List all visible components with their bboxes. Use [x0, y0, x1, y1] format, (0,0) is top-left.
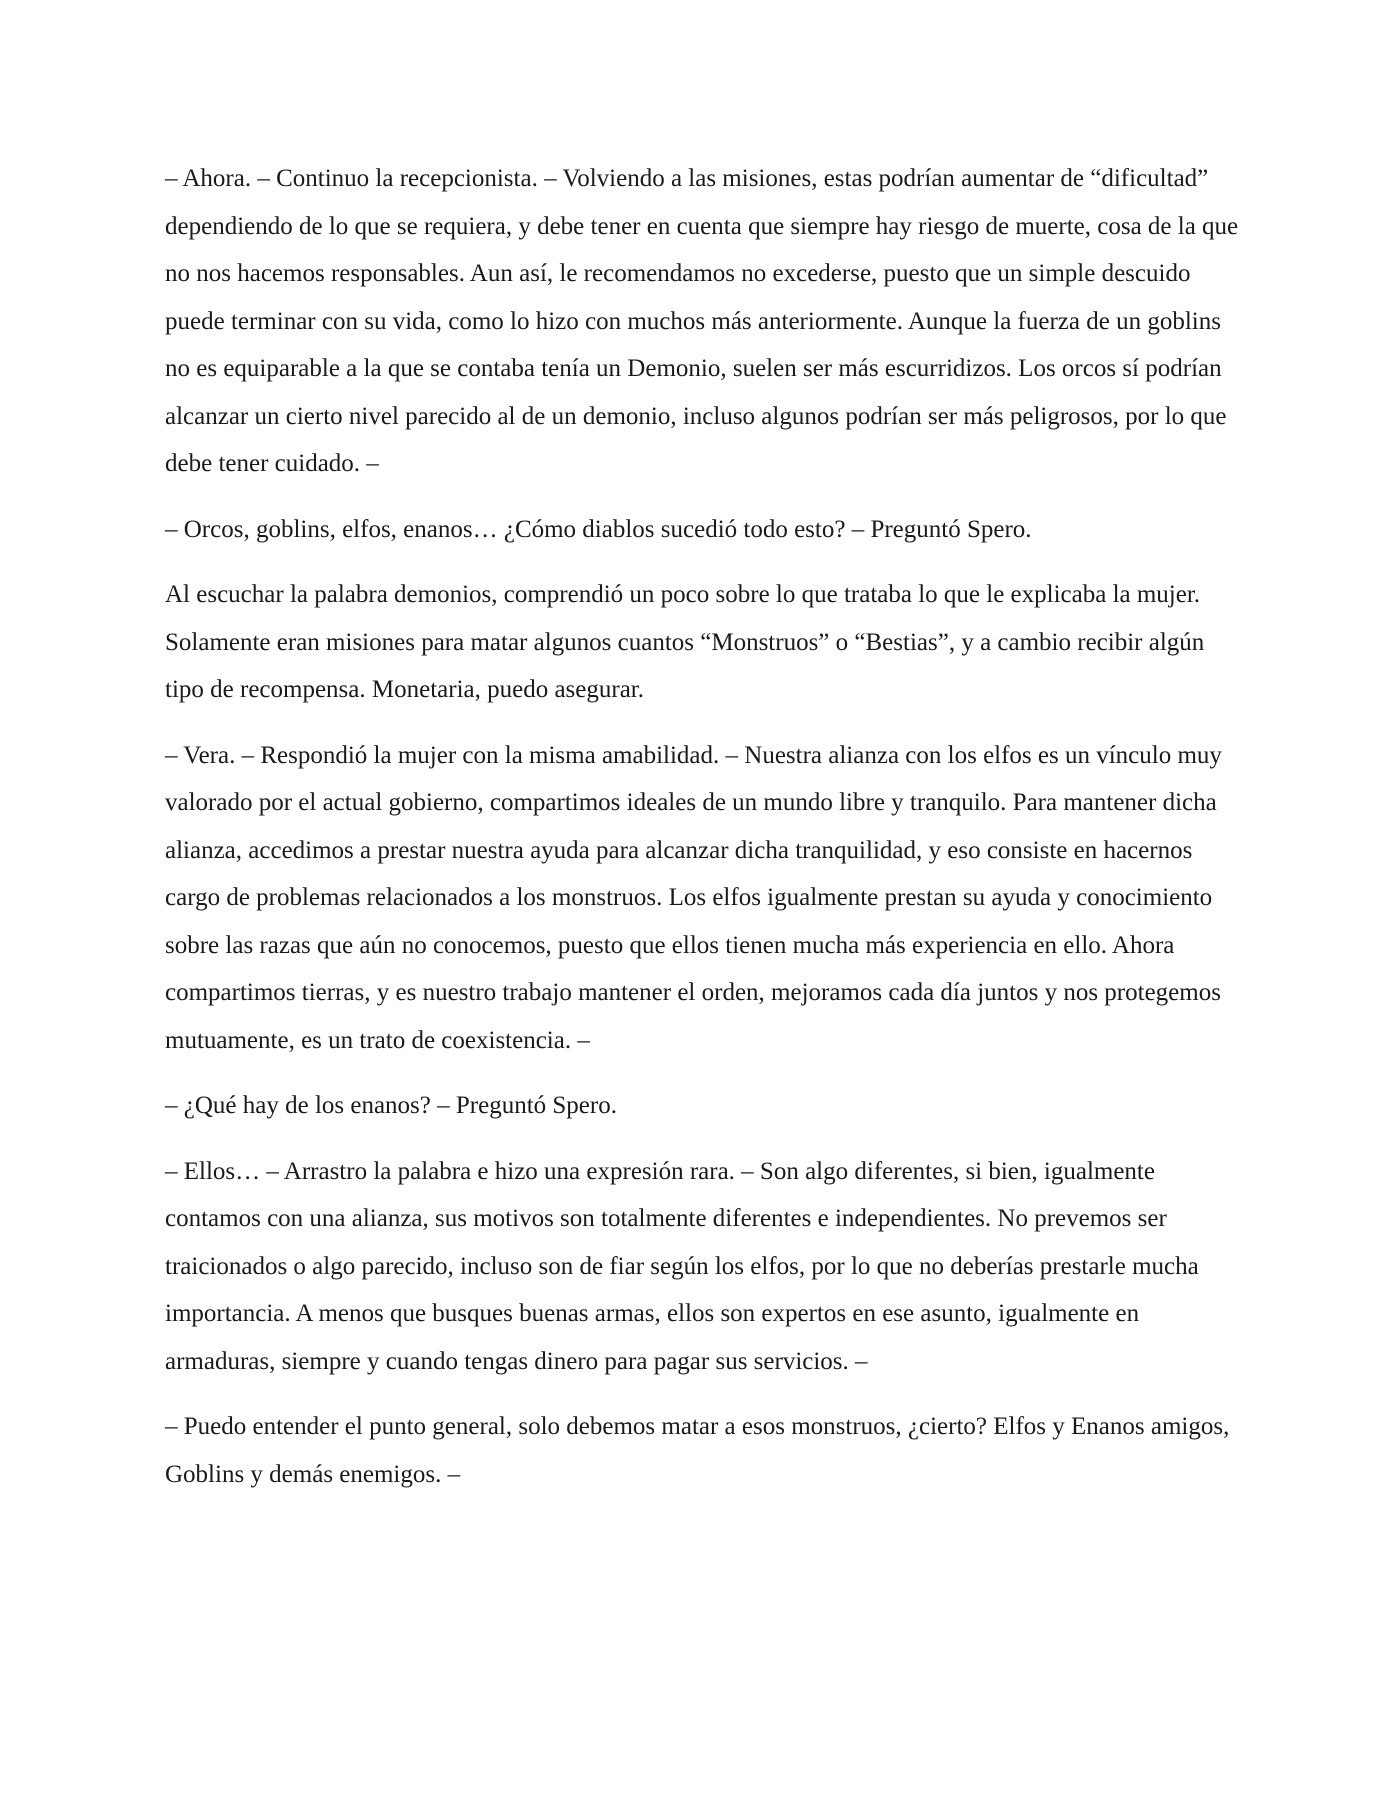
paragraph-3: Al escuchar la palabra demonios, comprendió un poco sobre lo que trataba lo que le explicaba la mujer. Solamente eran misiones para matar algunos cuantos “Monstruos” o “Bestias”, y a cambio recibir algún tipo de recompensa. Monetaria, puedo asegurar.	[165, 581, 1205, 703]
paragraph-7: – Puedo entender el punto general, solo debemos matar a esos monstruos, ¿cierto? Elfos y Enanos amigos, Goblins y demás enemigos. –	[165, 1413, 1230, 1488]
paragraph-2: – Orcos, goblins, elfos, enanos… ¿Cómo diablos sucedió todo esto? – Preguntó Spero.	[165, 515, 1032, 543]
paragraph-1: – Ahora. – Continuo la recepcionista. – Volviendo a las misiones, estas podrían aumentar de “dificultad” dependiendo de lo que se requiera, y debe tener en cuenta que siempre hay riesgo de muerte, cosa de la que no nos hacemos responsables. Aun así, le recomendamos no excederse, puesto que un simple descuido puede terminar con su vida, como lo hizo con muchos más anteriormente. Aunque la fuerza de un goblins no es equiparable a la que se contaba tenía un Demonio, suelen ser más escurridizos. Los orcos sí podrían alcanzar un cierto nivel parecido al de un demonio, incluso algunos podrían ser más peligrosos, por lo que debe tener cuidado. –	[165, 165, 1239, 477]
paragraph-5: – ¿Qué hay de los enanos? – Preguntó Spero.	[165, 1092, 617, 1119]
paragraph-4: – Vera. – Respondió la mujer con la misma amabilidad. – Nuestra alianza con los elfos es un vínculo muy valorado por el actual gobierno, compartimos ideales de un mundo libre y tranquilo. Para mantener dicha alianza, accedimos a prestar nuestra ayuda para alcanzar dicha tranquilidad, y eso consiste en hacernos cargo de problemas relacionados a los monstruos. Los elfos igualmente prestan su ayuda y conocimiento sobre las razas que aún no conocemos, puesto que ellos tienen mucha más experiencia en ello. Ahora compartimos tierras, y es nuestro trabajo mantener el orden, mejoramos cada día juntos y nos protegemos mutuamente, es un trato de coexistencia. –	[165, 741, 1222, 1054]
paragraph-6: – Ellos… – Arrastro la palabra e hizo una expresión rara. – Son algo diferentes, si bien, igualmente contamos con una alianza, sus motivos son totalmente diferentes e independientes. No prevemos ser traicionados o algo parecido, incluso son de fiar según los elfos, por lo que no deberías prestarle mucha importancia. A menos que busques buenas armas, ellos son expertos en ese asunto, igualmente en armaduras, siempre y cuando tengas dinero para pagar sus servicios. –	[165, 1157, 1199, 1375]
document-body	[165, 155, 1245, 1516]
